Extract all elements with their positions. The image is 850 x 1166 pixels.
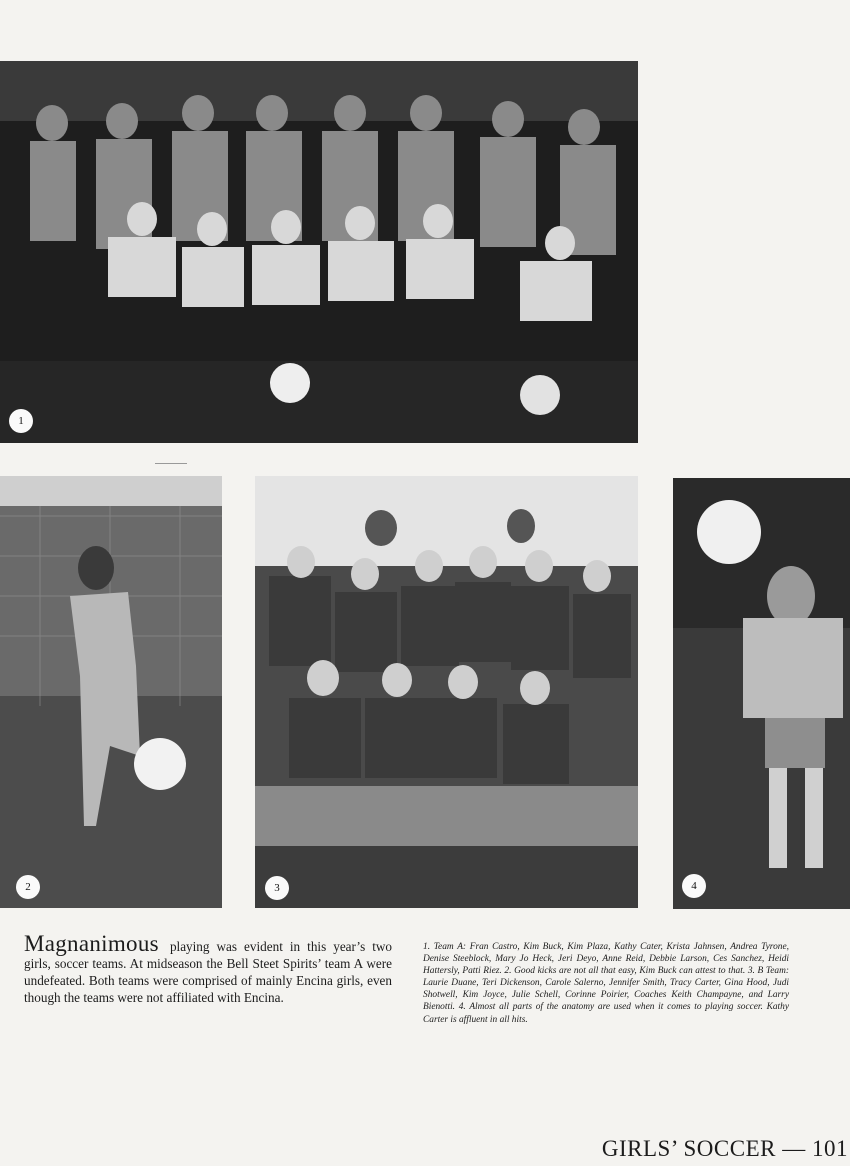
story-text	[24, 931, 393, 1006]
photo-team-b-image	[255, 476, 638, 908]
photo-header-image	[673, 478, 850, 909]
photo-number-1: 1	[9, 409, 33, 433]
photo-number-2: 2	[16, 875, 40, 899]
photo-header	[673, 478, 850, 909]
photo-team-a-image	[0, 61, 638, 443]
photo-number-4: 4	[682, 874, 706, 898]
photo-number-3: 3	[265, 876, 289, 900]
divider	[155, 463, 187, 464]
photo-kick	[0, 476, 222, 908]
photo-team-a	[0, 61, 638, 443]
photo-kick-image	[0, 476, 222, 908]
photo-team-b	[255, 476, 638, 908]
lead-word: Magnanimous	[24, 931, 159, 956]
page-folio: GIRLS’ SOCCER — 101	[601, 1136, 848, 1161]
photo-captions: 1. Team A: Fran Castro, Kim Buck, Kim Plaza, Kathy Cater, Krista Jahnsen, Andrea Tyrone, Denise Steeblock, Mary Jo Heck, Jeri Deyo, Anne Reid, Debbie Larson, Ces Sanchez, Heidi Hattersly, Patti Riez. 2. Good kicks are not all that easy, Kim Buck can attest to that. 3. B Team: Laurie Duane, Teri Dickenson, Carole Salerno, Jennifer Smith, Tracy Carter, Gina Hood, Judi Shotwell, Kim Joyce, Julie Schell, Corinne Poirier, Coaches Keith Champayne, and Larry Bienotti. 4. Almost all parts of the anatomy are used when it comes to playing soccer. Kathy Carter is affluent in all hits.	[423, 942, 789, 1025]
story-body: playing was evident in this year’s two girls, soccer teams. At midseason the Bell Steet Spirits’ team A were undefeated. Both teams were comprised of mainly Encina girls, even though the teams were not affiliated with Encina.	[24, 939, 393, 1005]
